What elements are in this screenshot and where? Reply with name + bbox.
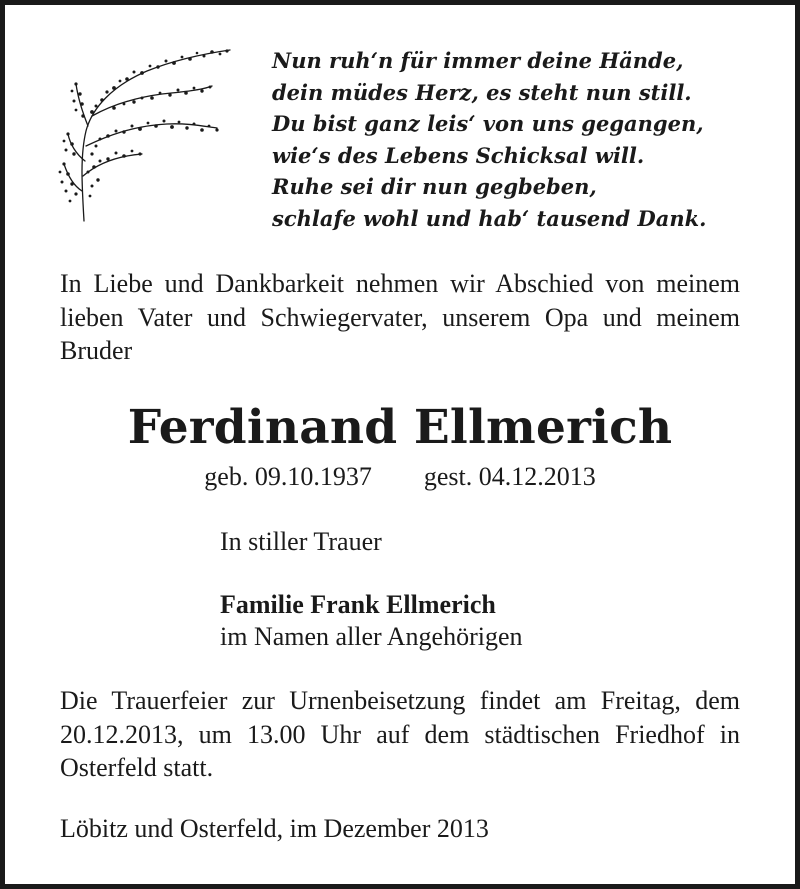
in-mourning-text: In stiller Trauer bbox=[220, 527, 382, 556]
place-and-date: Löbitz und Osterfeld, im Dezember 2013 bbox=[60, 814, 489, 843]
birth-date: geb. 09.10.1937 bbox=[204, 462, 372, 491]
poem-line: Nun ruh‘n für immer deine Hände, bbox=[272, 48, 684, 73]
memorial-poem bbox=[272, 45, 707, 234]
poem-line: Ruhe sei dir nun gegbeben, bbox=[272, 174, 597, 199]
farewell-intro: In Liebe und Dankbarkeit nehmen wir Abschied von meinem lieben Vater und Schwiegervater, unserem Opa und meinem Bruder bbox=[60, 269, 740, 365]
poem-line: Du bist ganz leis‘ von uns gegangen, bbox=[272, 111, 704, 136]
poem-line: wie‘s des Lebens Schicksal will. bbox=[272, 142, 645, 168]
family-name: Familie Frank Ellmerich bbox=[220, 590, 496, 619]
branch-illustration bbox=[52, 46, 237, 226]
deceased-name: Ferdinand Ellmerich bbox=[127, 400, 673, 455]
poem-line: dein müdes Herz, es steht nun still. bbox=[272, 79, 692, 105]
death-date: gest. 04.12.2013 bbox=[423, 462, 596, 491]
funeral-service-info: Die Trauerfeier zur Urnenbeisetzung findet am Freitag, dem 20.12.2013, um 13.00 Uhr auf dem städtischen Friedhof in Osterfeld statt. bbox=[60, 686, 740, 782]
poem-line: schlafe wohl und hab‘ tausend Dank. bbox=[272, 205, 707, 231]
life-dates bbox=[0, 460, 800, 494]
on-behalf-text: im Namen aller Angehörigen bbox=[220, 622, 523, 651]
